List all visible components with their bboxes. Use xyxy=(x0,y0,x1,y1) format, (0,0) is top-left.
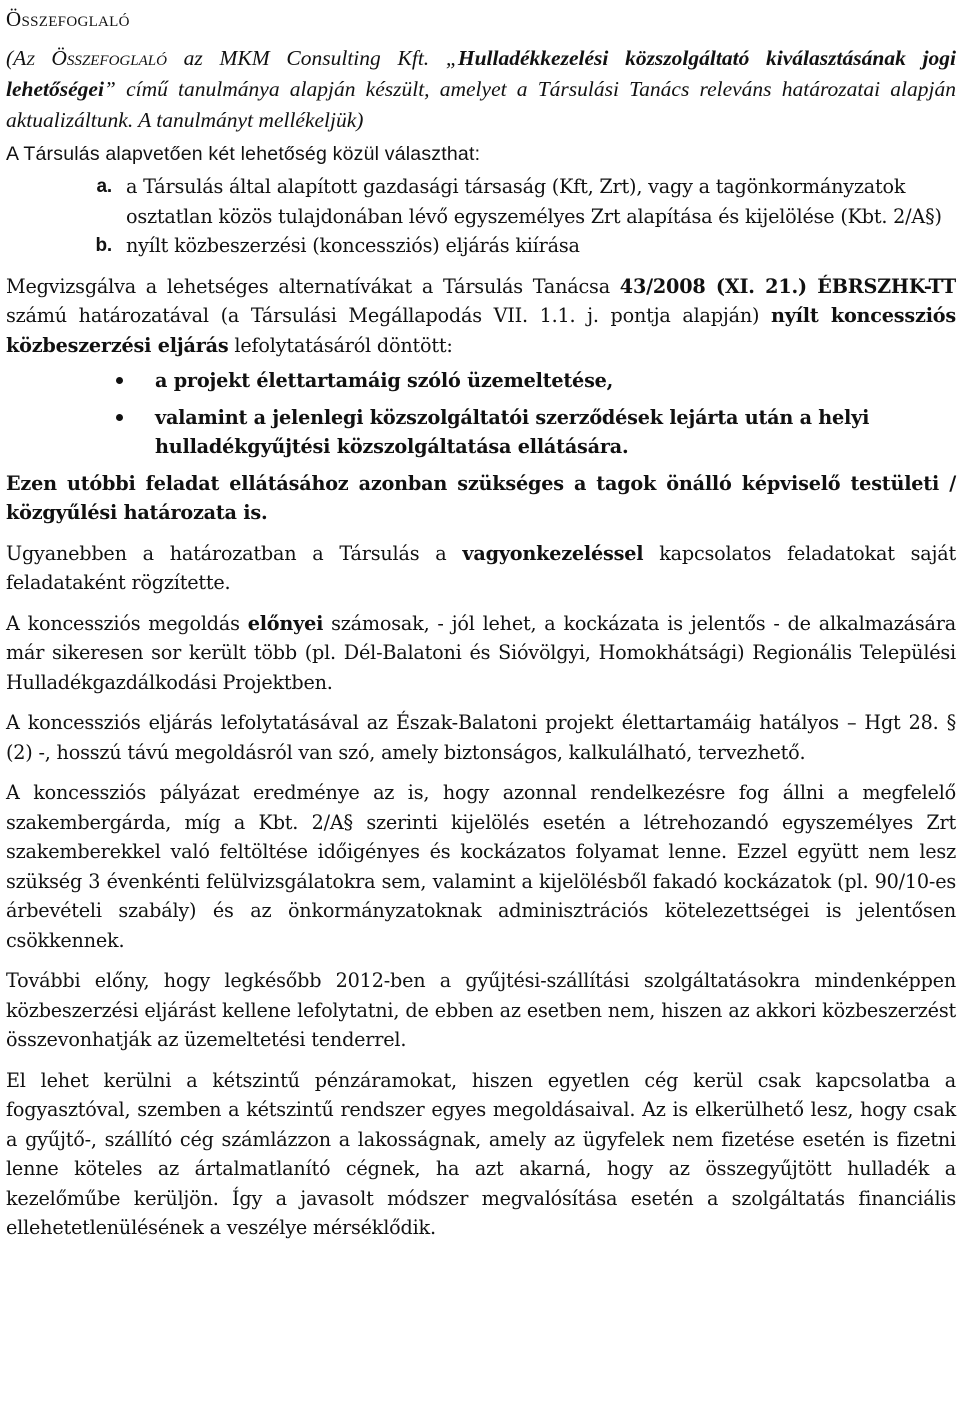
asset-keyword: vagyonkezeléssel xyxy=(462,541,644,565)
body-paragraph: El lehet kerülni a kétszintű pénzáramokat, hiszen egyetlen cég kerül csak kapcsolatba a fogyasztóval, szemben a kétszintű rendszer egyes megoldásaival. Az is elkerülhető lesz, hogy csak a gyűjtő-, szállító cég számlázzon a lakosságnak, amely az ügyfelek nem fizetése esetén is fizetni lenne köteles az ártalmatlanító cégnek, ha azt akarná, hogy az összegyűjtött hulladék a kezelőműbe kerüljön. Így a javasolt módszer megvalósítása esetén a szolgáltatás financiális ellehetetlenülésének a veszélye mérséklődik. xyxy=(6,1068,956,1239)
advantages-keyword: előnyei xyxy=(247,611,324,635)
bullet-dot-icon xyxy=(116,377,123,384)
body-paragraph: További előny, hogy legkésőbb 2012-ben a gyűjtési-szállítási szolgáltatásokra mindenképpen közbeszerzési eljárást kellene lefolytatni, de ebben az esetben nem, hiszen az akkori közbeszerzést összevonhatják az üzemeltetési tenderrel. xyxy=(6,969,956,1051)
intro-text-2: ” című tanulmánya alapján készült, amelyet a Társulási Tanács releváns határozatai alapján aktualizáltunk. A tanulmányt mellékeljük) xyxy=(6,77,956,132)
bullet-item xyxy=(6,366,956,396)
bullet-list xyxy=(6,366,956,462)
advantages-paragraph xyxy=(6,609,956,698)
advantages-text-1: A koncessziós megoldás xyxy=(6,611,248,635)
bullet-item xyxy=(6,403,956,462)
bold-paragraph-text: Ezen utóbbi feladat ellátásához azonban szükséges a tagok önálló képviselő testületi / közgyűlési határozata is. xyxy=(6,471,956,524)
bold-paragraph xyxy=(6,469,956,528)
decision-text-1: Megvizsgálva a lehetséges alternatívákat a Társulás Tanácsa xyxy=(6,274,620,298)
body-paragraph: A koncessziós eljárás lefolytatásával az Észak-Balatoni projekt élettartamáig hatályos – Hgt 28. § (2) -, hosszú távú megoldásról van szó, amely biztonságos, kalkulálható, tervezhető. xyxy=(6,711,956,764)
advantages-text-2: számosak, - jól lehet, a kockázata is jelentős - de alkalmazására már sikeresen sor került több (pl. Dél-Balatoni és Sióvölgyi, Homokhátsági) Regionális Települési Hulladékgazdálkodási Projektben. xyxy=(6,611,956,694)
option-text: a Társulás által alapított gazdasági társaság (Kft, Zrt), vagy a tagönkormányzatok osztatlan közös tulajdonában lévő egyszemélyes Zrt alapítása és kijelölése (Kbt. 2/A§) xyxy=(126,175,942,228)
option-item: b. nyílt közbeszerzési (koncessziós) eljárás kiírása xyxy=(95,234,580,257)
decision-text-3: lefolytatásáról döntött: xyxy=(228,333,453,357)
intro-text-1: az MKM Consulting Kft. „ xyxy=(166,46,458,70)
option-item: a. a Társulás által alapított gazdasági társaság (Kft, Zrt), vagy a tagönkormányzatok osztatlan közös tulajdonában lévő egyszemélyes Zrt alapítása és kijelölése (Kbt. 2/A§) xyxy=(96,175,942,228)
asset-text-2: kapcsolatos feladatokat saját feladataként rögzítette. xyxy=(6,541,956,594)
decision-text-2: számú határozatával (a Társulási Megállapodás VII. 1.1. j. pontja alapján) xyxy=(6,304,772,327)
heading-text: Összefoglaló xyxy=(6,7,130,31)
intro-open: (Az xyxy=(6,46,52,70)
choice-intro: A Társulás alapvetően két lehetőség közül választhat: xyxy=(6,143,481,165)
option-text: nyílt közbeszerzési (koncessziós) eljárás kiírása xyxy=(126,234,580,257)
asset-text-1: Ugyanebben a határozatban a Társulás a xyxy=(6,541,463,565)
bullet-dot-icon xyxy=(116,414,123,421)
bullet-text: a projekt élettartamáig szóló üzemeltetése, xyxy=(155,369,614,392)
asset-paragraph xyxy=(6,539,956,598)
document-page xyxy=(6,0,956,1243)
intro-paragraph xyxy=(6,43,956,136)
decision-procedure: nyílt koncessziós közbeszerzési eljárás xyxy=(6,304,956,357)
body-paragraph: A koncessziós pályázat eredménye az is, hogy azonnal rendelkezésre fog állni a megfelelő szakembergárda, míg a Kbt. 2/A§ szerinti kijelölés esetén a létrehozandó egyszemélyes Zrt szakemberekkel való feltöltése időigényes és kockázatos folyamat lenne. Ezzel együtt nem lesz szükség 3 évenkénti felülvizsgálatokra sem, valamint a kijelölésből fakadó kockázatok (pl. 90/10-es árbevételi szabály) és az önkormányzatoknak adminisztrációs kötelezettségei is jelentősen csökkennek. xyxy=(6,781,956,952)
intro-study-title: Hulladékkezelési közszolgáltató kiválasztásának jogi lehetőségei xyxy=(6,46,956,101)
option-list xyxy=(6,172,956,261)
intro-ref: Összefoglaló xyxy=(51,46,167,70)
decision-resolution-number: 43/2008 (XI. 21.) ÉBRSZHK-TT xyxy=(619,274,956,298)
decision-paragraph xyxy=(6,272,956,361)
bullet-text: valamint a jelenlegi közszolgáltatói szerződések lejárta után a helyi hulladékgyűjtési közszolgáltatása ellátására. xyxy=(155,405,870,458)
section-heading xyxy=(6,4,956,34)
